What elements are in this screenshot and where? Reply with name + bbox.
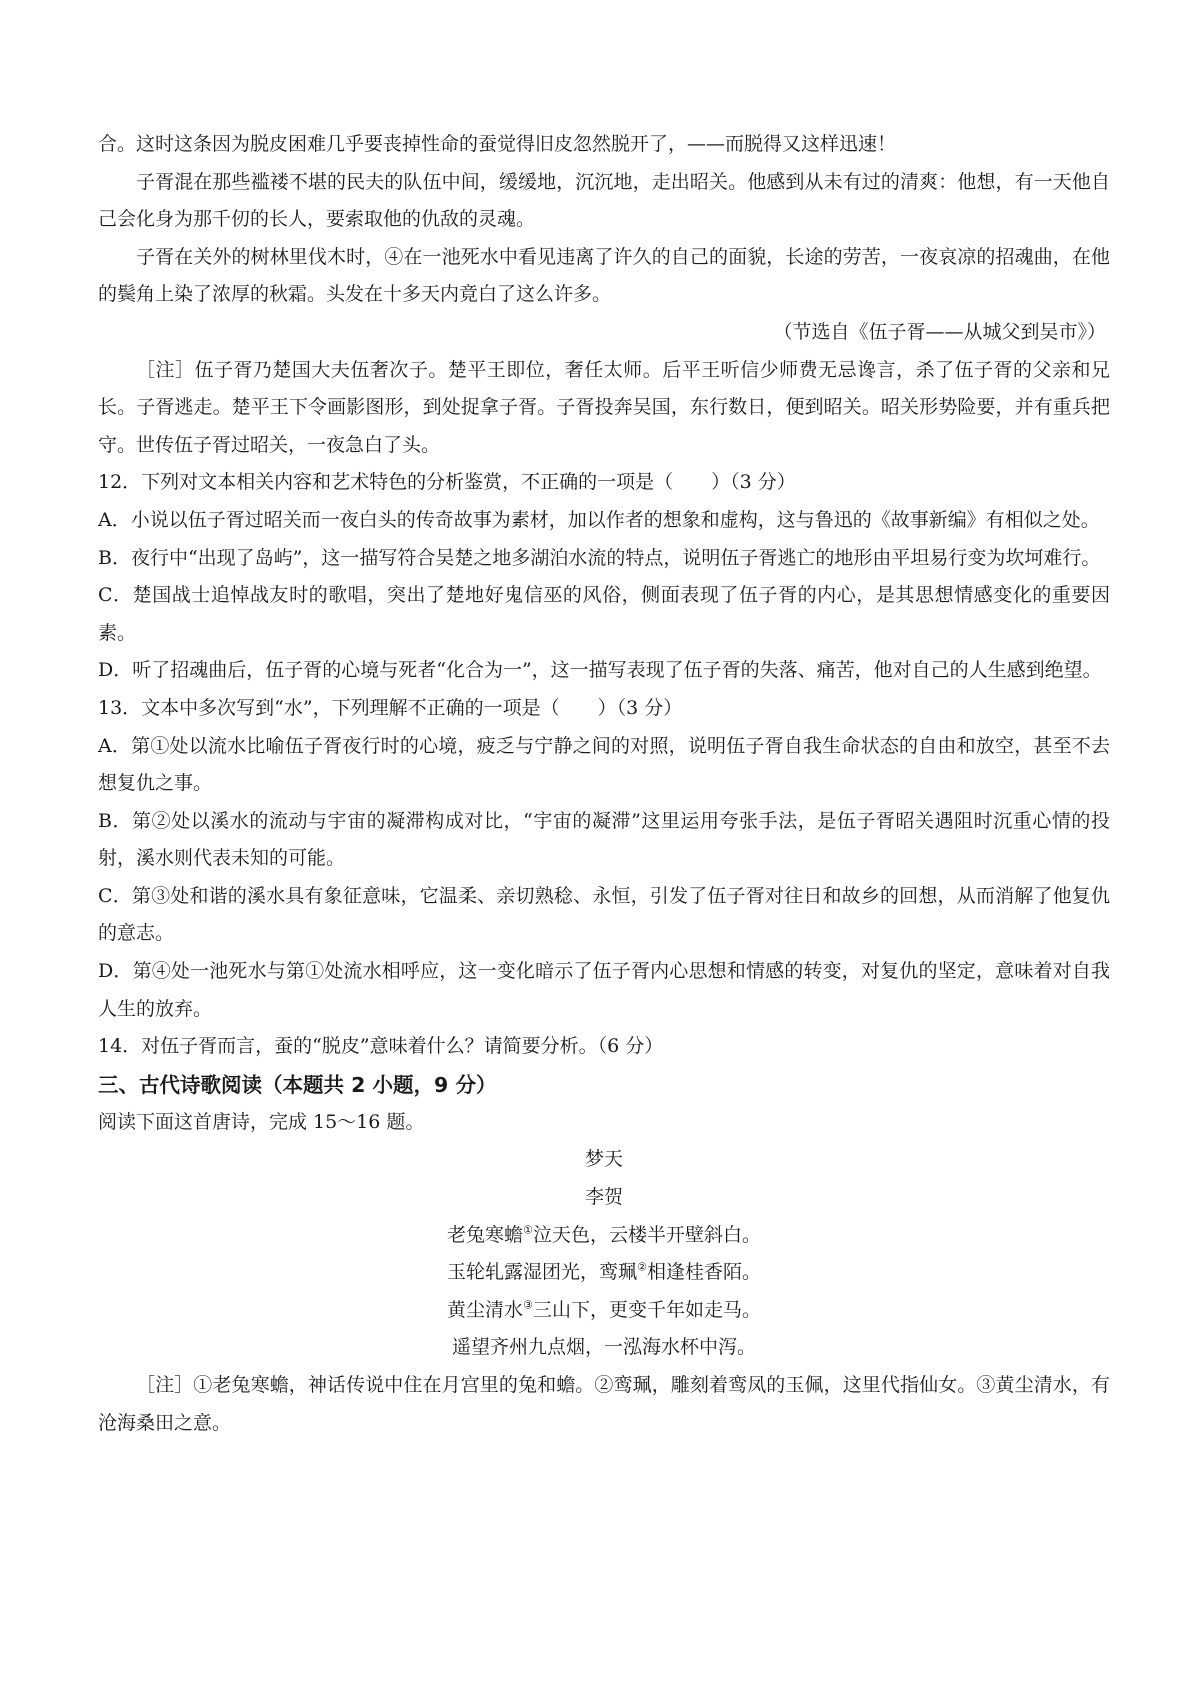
- question-12-option-b: B．夜行中“出现了岛屿”，这一描写符合吴楚之地多湖泊水流的特点，说明伍子胥逃亡的地形由平坦易行变为坎坷难行。: [98, 546, 1101, 569]
- poem-line-2-part-a: 玉轮轧露湿团光，鸾珮: [447, 1261, 638, 1284]
- poem-author: 李贺: [584, 1186, 623, 1209]
- question-13-option-b: B．第②处以溪水的流动与宇宙的凝滞构成对比，“宇宙的凝滞”这里运用夸张手法，是伍子胥昭关遇阻时沉重心情的投射，溪水则代表未知的可能。: [98, 809, 1110, 870]
- poem-line-3-part-b: 三山下，更变千年如走马。: [532, 1298, 761, 1321]
- section-3-intro: 阅读下面这首唐诗，完成 15～16 题。: [98, 1110, 425, 1133]
- question-13-option-a: A．第①处以流水比喻伍子胥夜行时的心境，疲乏与宁静之间的对照，说明伍子胥自我生命状态的自由和放空，甚至不去想复仇之事。: [98, 734, 1110, 795]
- poem-line-2: [98, 1254, 1110, 1292]
- question-12-option-d: D．听了招魂曲后，伍子胥的心境与死者“化合为一”，这一描写表现了伍子胥的失落、痛苦，他对自己的人生感到绝望。: [98, 659, 1102, 682]
- question-13-option-d: D．第④处一池死水与第①处流水相呼应，这一变化暗示了伍子胥内心思想和情感的转变，对复仇的坚定，意味着对自我人生的放弃。: [98, 960, 1110, 1020]
- footnote-marker-1: ①: [523, 1223, 533, 1237]
- poem-title: 梦天: [584, 1148, 623, 1171]
- question-14-stem: 14．对伍子胥而言，蚕的“脱皮”意味着什么？请简要分析。（6 分）: [98, 1035, 664, 1058]
- passage-paragraph-1: 合。这时这条因为脱皮困难几乎要丧掉性命的蚕觉得旧皮忽然脱开了，——而脱得又这样迅速！: [98, 133, 897, 155]
- poem-note: ［注］①老兔寒蟾，神话传说中住在月宫里的兔和蟾。②鸾珮，雕刻着鸾凤的玉佩，这里代指仙女。③黄尘清水，有沧海桑田之意。: [98, 1374, 1110, 1434]
- passage-paragraph-2: 子胥混在那些褴褛不堪的民夫的队伍中间，缓缓地，沉沉地，走出昭关。他感到从未有过的清爽：他想，有一天他自己会化身为那千仞的长人，要索取他的仇敌的灵魂。: [98, 170, 1110, 231]
- question-12-option-a: A．小说以伍子胥过昭关而一夜白头的传奇故事为素材，加以作者的想象和虚构，这与鲁迅的《故事新编》有相似之处。: [98, 508, 1100, 531]
- poem-line-3: [98, 1292, 1110, 1330]
- question-13-option-c: C．第③处和谐的溪水具有象征意味，它温柔、亲切熟稔、永恒，引发了伍子胥对往日和故乡的回想，从而消解了他复仇的意志。: [98, 884, 1110, 945]
- passage-paragraph-3: 子胥在关外的树林里伐木时，④在一池死水中看见违离了许久的自己的面貌，长途的劳苦，一夜哀凉的招魂曲，在他的鬓角上染了浓厚的秋霜。头发在十多天内竟白了这么许多。: [98, 245, 1110, 306]
- poem-line-1-part-a: 老兔寒蟾: [447, 1223, 524, 1246]
- passage-note: ［注］伍子胥乃楚国大夫伍奢次子。楚平王即位，奢任太师。后平王听信少师费无忌谗言，杀了伍子胥的父亲和兄长。子胥逃走。楚平王下令画影图形，到处捉拿子胥。子胥投奔吴国，东行数日，便到昭关。昭关形势险要，并有重兵把守。世传伍子胥过昭关，一夜急白了头。: [98, 358, 1110, 456]
- passage-source: （节选自《伍子胥——从城父到吴市》）: [773, 320, 1106, 343]
- footnote-marker-3: ③: [523, 1298, 533, 1312]
- poem-line-4: 遥望齐州九点烟，一泓海水杯中泻。: [451, 1336, 756, 1359]
- section-3-heading: 三、古代诗歌阅读（本题共 2 小题，9 分）: [98, 1072, 497, 1097]
- question-12-option-c: C．楚国战士追悼战友时的歌唱，突出了楚地好鬼信巫的风俗，侧面表现了伍子胥的内心，是其思想情感变化的重要因素。: [98, 584, 1110, 644]
- poem-line-1-part-b: 泣天色，云楼半开壁斜白。: [532, 1223, 761, 1246]
- poem-line-2-part-b: 相逢桂香陌。: [646, 1261, 761, 1284]
- poem-line-1: [98, 1217, 1110, 1255]
- question-12-stem: 12．下列对文本相关内容和艺术特色的分析鉴赏，不正确的一项是（ ）（3 分）: [98, 471, 796, 494]
- poem-line-3-part-a: 黄尘清水: [447, 1298, 524, 1321]
- question-13-stem: 13．文本中多次写到“水”，下列理解不正确的一项是（ ）（3 分）: [98, 696, 683, 719]
- exam-page: [98, 126, 1110, 1442]
- footnote-marker-2: ②: [637, 1260, 647, 1274]
- poem: [98, 1141, 1110, 1367]
